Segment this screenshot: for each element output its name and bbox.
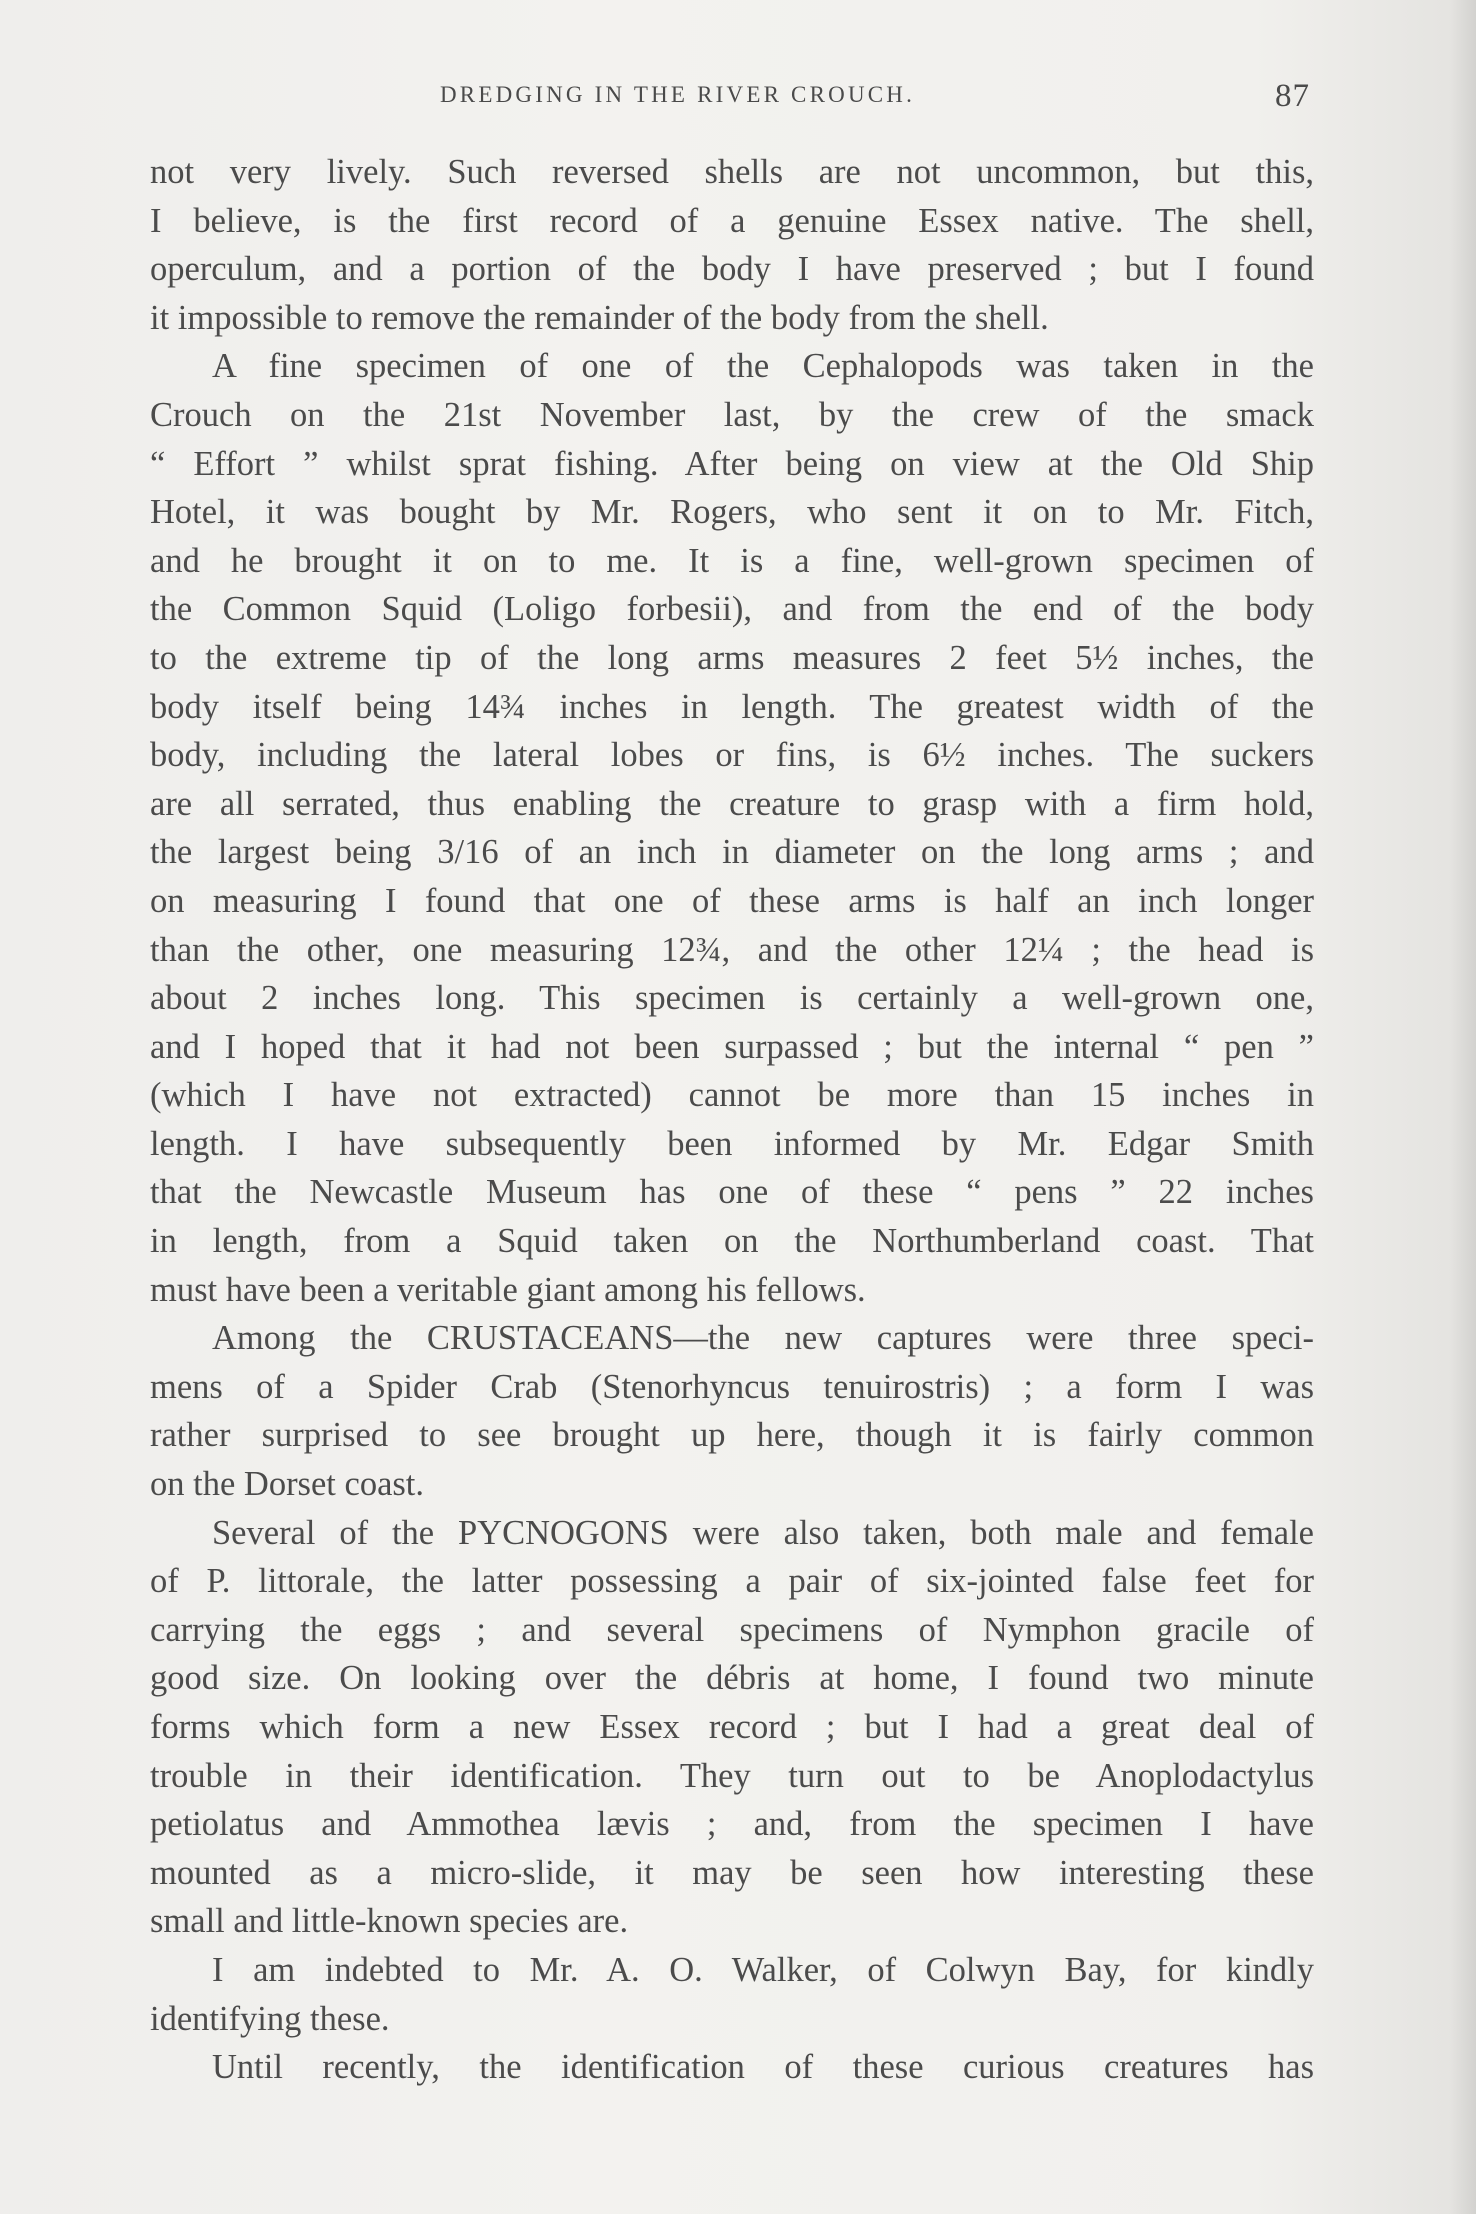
- text-line: in length, from a Squid taken on the Northumberland coast. That: [150, 1222, 1314, 1261]
- text-line: on the Dorset coast.: [150, 1465, 425, 1504]
- text-line: Until recently, the identification of these curious creatures has: [212, 2048, 1314, 2087]
- text-line: to the extreme tip of the long arms measures 2 feet 5½ inches, the: [150, 638, 1314, 677]
- text-line: Among the CRUSTACEANS—the new captures were three speci-: [212, 1319, 1314, 1358]
- text-line: Hotel, it was bought by Mr. Rogers, who sent it on to Mr. Fitch,: [150, 493, 1314, 532]
- text-line: Crouch on the 21st November last, by the crew of the smack: [150, 395, 1314, 434]
- text-line: “ Effort ” whilst sprat fishing. After being on view at the Old Ship: [150, 444, 1314, 483]
- text-line: mens of a Spider Crab (Stenorhyncus tenuirostris) ; a form I was: [150, 1367, 1314, 1406]
- text-line: that the Newcastle Museum has one of these “ pens ” 22 inches: [150, 1173, 1314, 1212]
- text-line: length. I have subsequently been informed by Mr. Edgar Smith: [150, 1124, 1314, 1163]
- text-line: forms which form a new Essex record ; but I had a great deal of: [150, 1708, 1314, 1746]
- page-number: 87: [1275, 78, 1310, 114]
- text-line: the largest being 3/16 of an inch in diameter on the long arms ; and: [150, 833, 1314, 872]
- text-line: the Common Squid (Loligo forbesii), and from the end of the body: [150, 590, 1314, 629]
- text-line: and he brought it on to me. It is a fine, well-grown specimen of: [150, 541, 1314, 580]
- text-line: (which I have not extracted) cannot be more than 15 inches in: [150, 1076, 1314, 1115]
- text-line: on measuring I found that one of these arms is half an inch longer: [150, 881, 1314, 920]
- text-line: I believe, is the first record of a genuine Essex native. The shell,: [150, 201, 1314, 240]
- text-line: operculum, and a portion of the body I have preserved ; but I found: [150, 250, 1314, 289]
- text-line: Several of the PYCNOGONS were also taken, both male and female: [212, 1513, 1314, 1552]
- text-line: are all serrated, thus enabling the creature to grasp with a firm hold,: [150, 784, 1314, 823]
- text-line: not very lively. Such reversed shells are not uncommon, but this,: [150, 153, 1314, 191]
- text-line: petiolatus and Ammothea lævis ; and, from the specimen I have: [150, 1805, 1314, 1844]
- text-line: I am indebted to Mr. A. O. Walker, of Colwyn Bay, for kindly: [212, 1950, 1314, 1989]
- text-line: body, including the lateral lobes or fins, is 6½ inches. The suckers: [150, 736, 1314, 775]
- text-line: it impossible to remove the remainder of the body from the shell.: [150, 298, 1049, 337]
- page-edge-shadow: [1450, 0, 1476, 2214]
- running-title: DREDGING IN THE RIVER CROUCH.: [440, 82, 916, 107]
- text-line: trouble in their identification. They turn out to be Anoplodactylus: [150, 1756, 1314, 1795]
- text-line: small and little-known species are.: [150, 1902, 629, 1941]
- text-line: of P. littorale, the latter possessing a pair of six-jointed false feet for: [150, 1562, 1314, 1601]
- running-header: [150, 78, 1310, 122]
- text-line: body itself being 14¾ inches in length. The greatest width of the: [150, 687, 1314, 726]
- text-line: than the other, one measuring 12¾, and the other 12¼ ; the head is: [150, 930, 1314, 969]
- text-line: mounted as a micro-slide, it may be seen how interesting these: [150, 1853, 1314, 1892]
- text-line: about 2 inches long. This specimen is certainly a well-grown one,: [150, 979, 1314, 1018]
- text-line: must have been a veritable giant among his fellows.: [150, 1270, 866, 1309]
- text-line: rather surprised to see brought up here, though it is fairly common: [150, 1416, 1314, 1455]
- text-line: good size. On looking over the débris at home, I found two minute: [150, 1659, 1314, 1698]
- text-line: and I hoped that it had not been surpassed ; but the internal “ pen ”: [150, 1027, 1314, 1066]
- text-line: A fine specimen of one of the Cephalopods was taken in the: [212, 347, 1314, 386]
- text-line: identifying these.: [150, 1999, 390, 2038]
- text-line: carrying the eggs ; and several specimens of Nymphon gracile of: [150, 1610, 1314, 1649]
- body-text: [150, 148, 1314, 2092]
